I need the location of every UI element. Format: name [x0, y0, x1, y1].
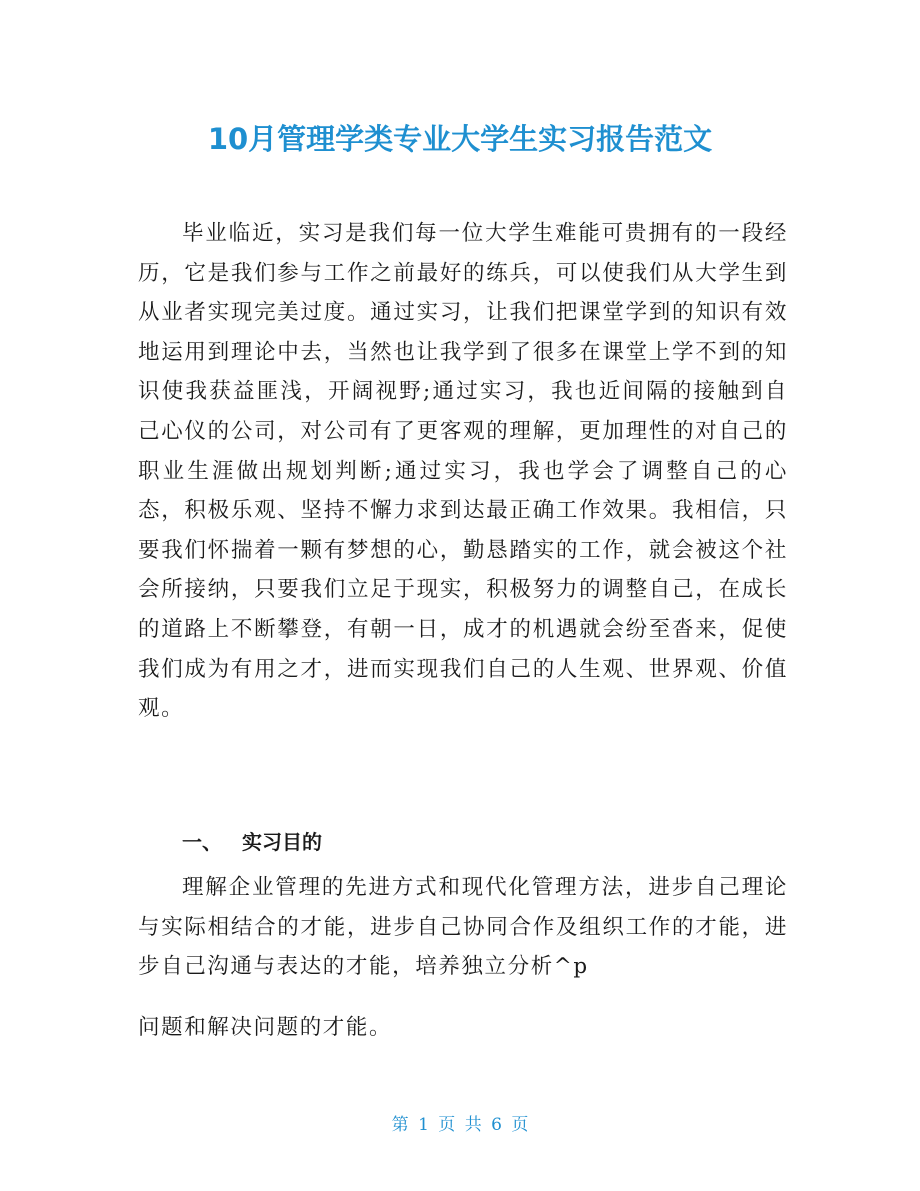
page-footer: 第 1 页 共 6 页	[391, 1115, 529, 1135]
section-heading	[182, 822, 322, 862]
purpose-paragraph: 理解企业管理的先进方式和现代化管理方法，进步自己理论与实际相结合的才能，进步自己协同合作及组织工作的才能，进步自己沟通与表达的才能，培养独立分析^p	[138, 875, 788, 980]
document-title: 10月管理学类专业大学生实习报告范文	[207, 122, 713, 156]
purpose-paragraph-continued: 问题和解决问题的才能。	[138, 1015, 393, 1040]
section-heading-number: 一、	[182, 830, 222, 854]
intro-paragraph: 毕业临近，实习是我们每一位大学生难能可贵拥有的一段经历，它是我们参与工作之前最好的练兵，可以使我们从大学生到从业者实现完美过度。通过实习，让我们把课堂学到的知识有效地运用到理论中去，当然也让我学到了很多在课堂上学不到的知识使我获益匪浅，开阔视野;通过实习，我也近间隔的接触到自己心仪的公司，对公司有了更客观的理解，更加理性的对自己的职业生涯做出规划判断;通过实习，我也学会了调整自己的心态，积极乐观、坚持不懈力求到达最正确工作效果。我相信，只要我们怀揣着一颗有梦想的心，勤恳踏实的工作，就会被这个社会所接纳，只要我们立足于现实，积极努力的调整自己，在成长的道路上不断攀登，有朝一日，成才的机遇就会纷至沓来，促使我们成为有用之才，进而实现我们自己的人生观、世界观、价值观。	[138, 221, 788, 722]
section-heading-text: 实习目的	[242, 830, 322, 854]
